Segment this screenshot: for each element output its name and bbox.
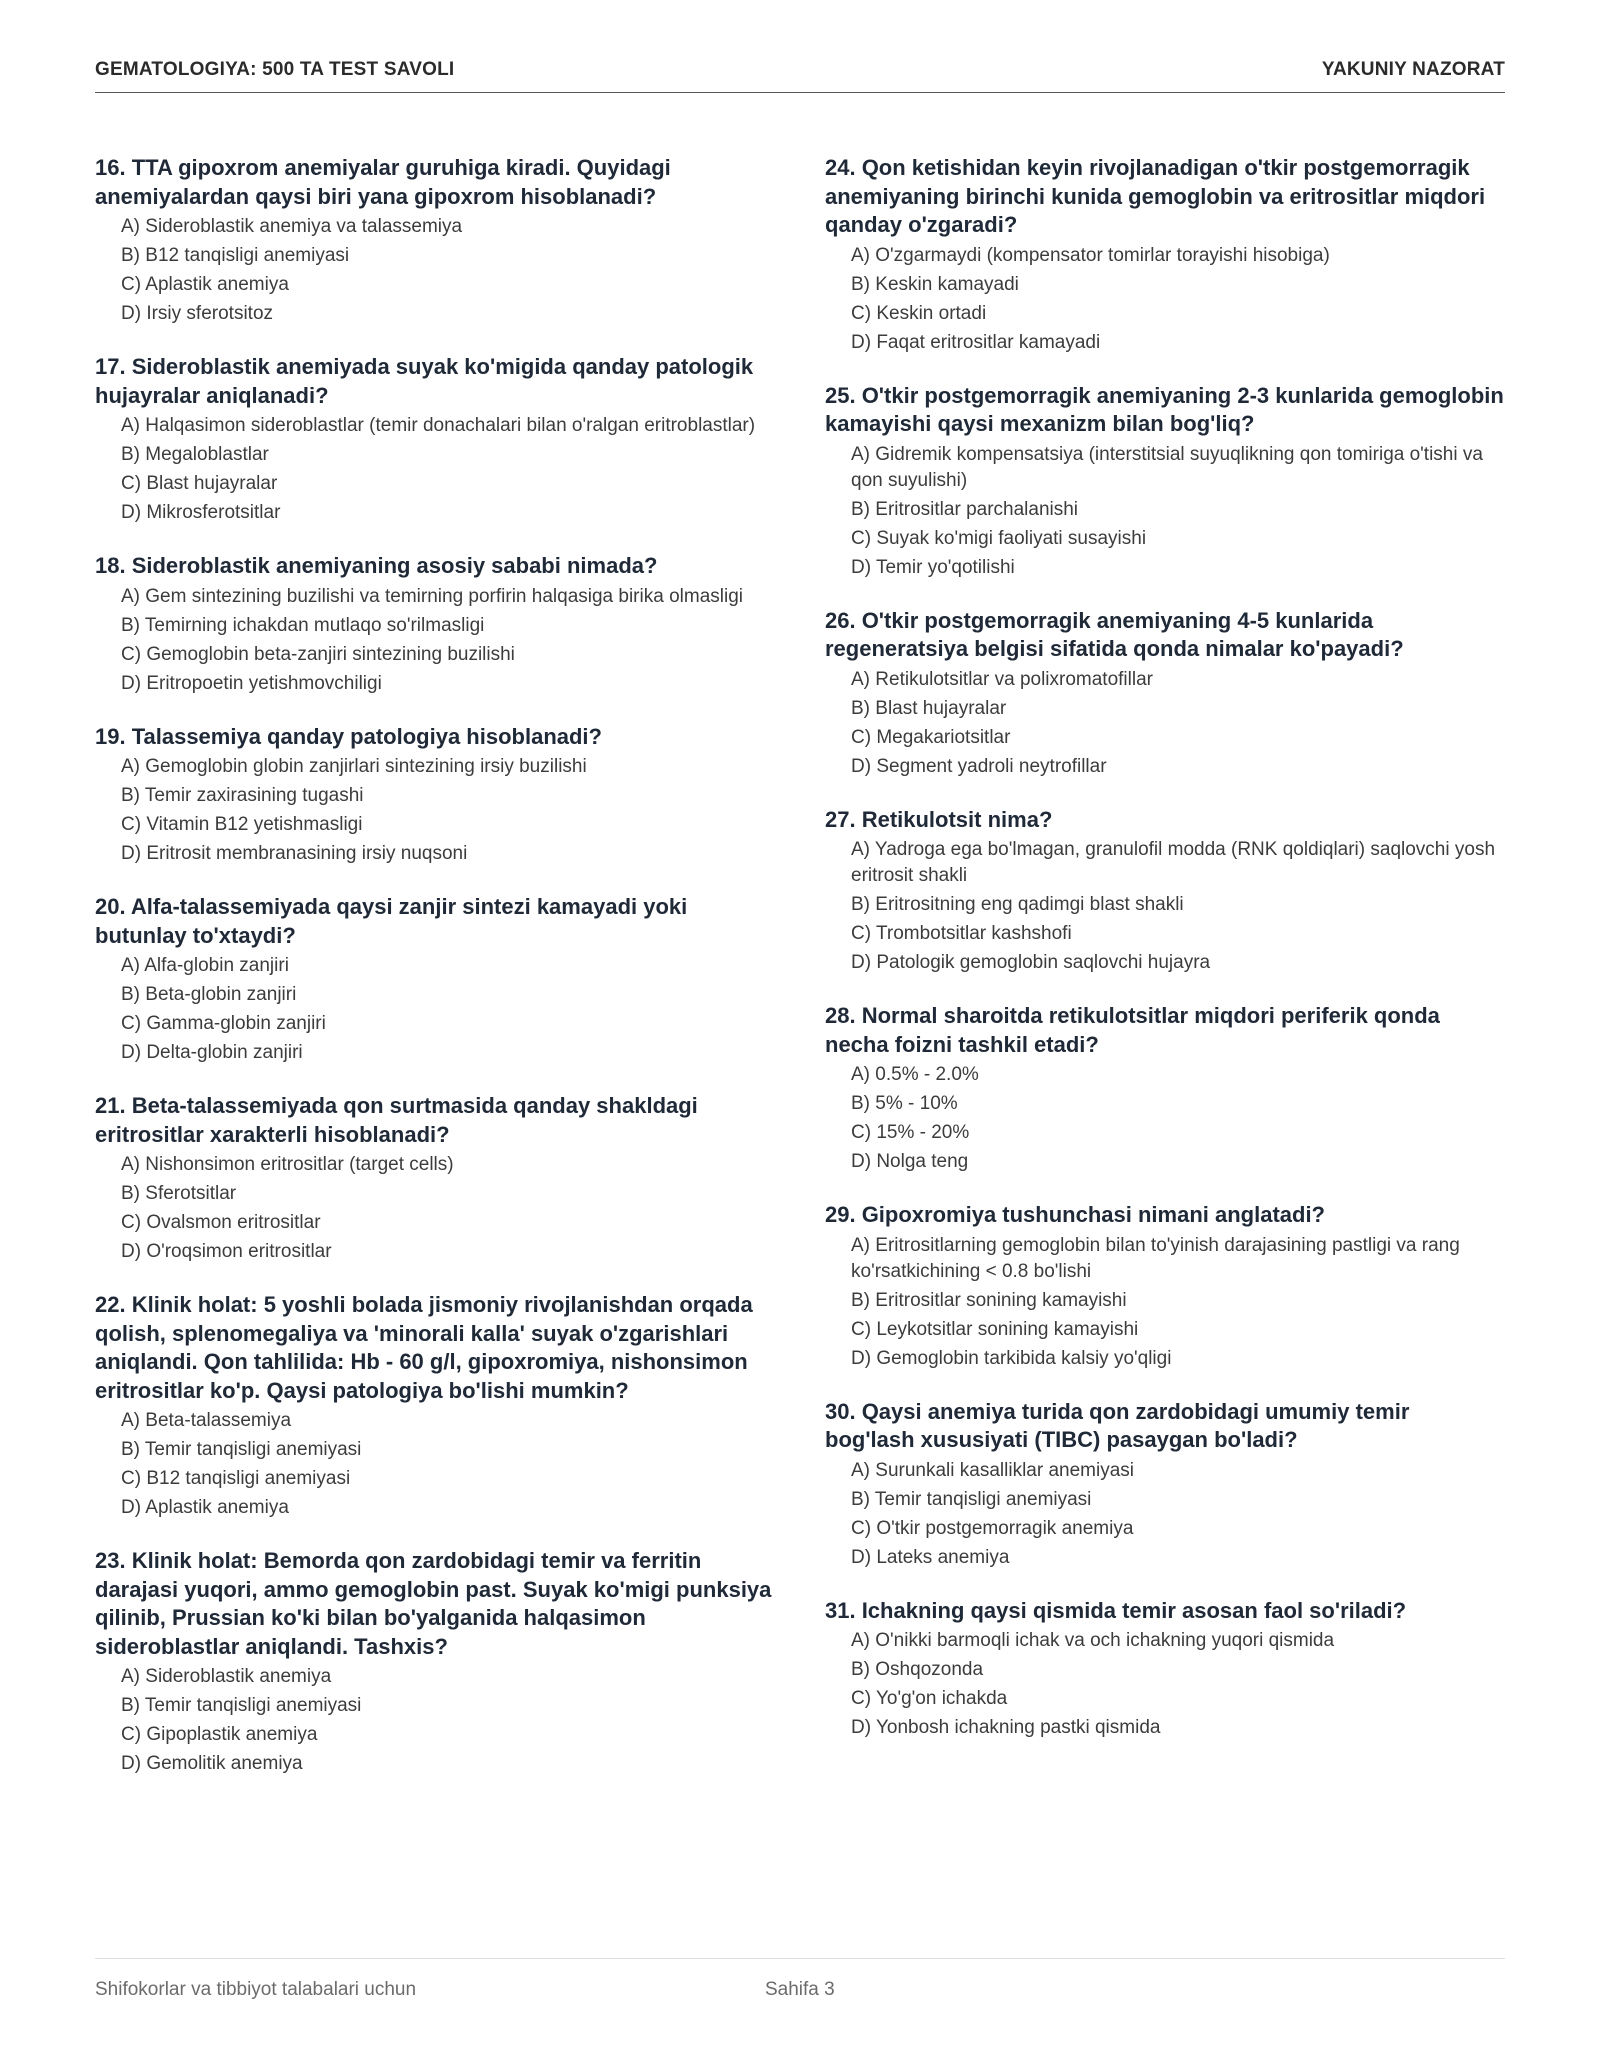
- answer-option: B) Beta-globin zanjiri: [121, 984, 297, 1005]
- question-text: 27. Retikulotsit nima?: [825, 806, 1053, 832]
- answer-option: B) Eritrositlar sonining kamayishi: [851, 1289, 1127, 1311]
- answer-options: [95, 584, 775, 697]
- answer-option: C) Keskin ortadi: [851, 302, 987, 324]
- answer-option: A) Surunkali kasalliklar anemiyasi: [851, 1459, 1134, 1481]
- answer-option: A) Sideroblastik anemiya: [121, 1666, 332, 1687]
- question-block: [825, 1597, 1505, 1742]
- answer-options: [825, 1062, 1505, 1175]
- answer-option: D) Irsiy sferotsitoz: [121, 303, 274, 324]
- answer-options: [825, 1233, 1505, 1372]
- answer-option: C) Yo'g'on ichakda: [851, 1688, 1008, 1709]
- question-block: [95, 552, 775, 697]
- answer-option: A) O'nikki barmoqli ichak va och ichakning yuqori qismida: [851, 1630, 1335, 1651]
- right-column: [825, 154, 1505, 1803]
- answer-option: C) Gemoglobin beta-zanjiri sintezining buzilishi: [121, 643, 515, 665]
- answer-option: A) Sideroblastik anemiya va talassemiya: [121, 216, 463, 237]
- answer-option: D) Lateks anemiya: [851, 1546, 1010, 1568]
- answer-option: A) Eritrositlarning gemoglobin bilan to'yinish darajasining pastligi va rang ko'rsatkichining < 0.8 bo'lishi: [851, 1234, 1460, 1282]
- question-block: [95, 1092, 775, 1265]
- answer-option: D) O'roqsimon eritrositlar: [121, 1241, 332, 1262]
- answer-option: A) Beta-talassemiya: [121, 1410, 292, 1431]
- question-text: 26. O'tkir postgemorragik anemiyaning 4-5 kunlarida regeneratsiya belgisi sifatida qonda nimalar ko'payadi?: [825, 607, 1404, 661]
- question-text: 28. Normal sharoitda retikulotsitlar miqdori periferik qonda necha foizni tashkil etadi?: [825, 1003, 1440, 1057]
- question-block: [95, 353, 775, 526]
- answer-option: C) Vitamin B12 yetishmasligi: [121, 814, 363, 835]
- question-text: 21. Beta-talassemiyada qon surtmasida qanday shakldagi eritrositlar xarakterli hisoblanadi?: [95, 1093, 698, 1147]
- answer-option: B) Megaloblastlar: [121, 444, 269, 465]
- answer-option: C) Blast hujayralar: [121, 473, 278, 494]
- answer-option: A) Gem sintezining buzilishi va temirning porfirin halqasiga birika olmasligi: [121, 585, 743, 607]
- question-text: 17. Sideroblastik anemiyada suyak ko'migida qanday patologik hujayralar aniqlanadi?: [95, 354, 754, 408]
- answer-options: [95, 1664, 775, 1777]
- header-title: GEMATOLOGIYA: 500 TA TEST SAVOLI: [95, 59, 455, 80]
- answer-option: D) Eritropoetin yetishmovchiligi: [121, 672, 382, 694]
- answer-options: [95, 1408, 775, 1521]
- answer-option: D) Temir yo'qotilishi: [851, 556, 1015, 578]
- question-block: [95, 893, 775, 1066]
- footer-audience: Shifokorlar va tibbiyot talabalari uchun: [95, 1979, 417, 2000]
- header-section: YAKUNIY NAZORAT: [1321, 59, 1505, 80]
- answer-options: [95, 1152, 775, 1265]
- answer-option: D) Yonbosh ichakning pastki qismida: [851, 1717, 1161, 1738]
- answer-option: D) Eritrosit membranasining irsiy nuqsoni: [121, 843, 468, 864]
- answer-option: A) Gemoglobin globin zanjirlari sintezining irsiy buzilishi: [121, 756, 587, 777]
- question-text: 29. Gipoxromiya tushunchasi nimani anglatadi?: [825, 1202, 1325, 1227]
- answer-options: [95, 754, 775, 867]
- question-text: 25. O'tkir postgemorragik anemiyaning 2-3 kunlarida gemoglobin kamayishi qaysi mexanizm bilan bog'liq?: [825, 382, 1504, 436]
- question-block: [825, 154, 1505, 356]
- answer-option: C) 15% - 20%: [851, 1122, 970, 1143]
- answer-option: C) Ovalsmon eritrositlar: [121, 1212, 321, 1233]
- answer-option: A) Retikulotsitlar va polixromatofillar: [851, 668, 1153, 690]
- answer-options: [95, 413, 775, 526]
- question-block: [825, 806, 1505, 977]
- answer-option: B) Temirning ichakdan mutlaqo so'rilmasligi: [121, 614, 485, 636]
- answer-option: A) 0.5% - 2.0%: [851, 1064, 979, 1085]
- answer-option: C) Megakariotsitlar: [851, 726, 1011, 748]
- answer-option: B) Sferotsitlar: [121, 1183, 237, 1204]
- answer-option: D) Aplastik anemiya: [121, 1497, 289, 1518]
- answer-option: C) B12 tanqisligi anemiyasi: [121, 1468, 351, 1489]
- question-text: 23. Klinik holat: Bemorda qon zardobidagi temir va ferritin darajasi yuqori, ammo gemoglobin past. Suyak ko'migi punksiya qilinib, Prussian ko'ki bilan bo'yalganida halqasimon sideroblastlar aniqlandi. Tashxis?: [95, 1548, 772, 1659]
- answer-option: B) Eritrositlar parchalanishi: [851, 498, 1079, 520]
- answer-options: [825, 1628, 1505, 1741]
- answer-options: [95, 214, 775, 327]
- answer-option: D) Delta-globin zanjiri: [121, 1042, 303, 1063]
- answer-option: D) Gemolitik anemiya: [121, 1753, 303, 1774]
- question-block: [825, 1201, 1505, 1372]
- answer-option: B) 5% - 10%: [851, 1093, 958, 1114]
- question-block: [825, 382, 1505, 581]
- answer-option: C) Trombotsitlar kashshofi: [851, 923, 1072, 944]
- answer-option: C) Gipoplastik anemiya: [121, 1724, 318, 1745]
- question-text: 19. Talassemiya qanday patologiya hisoblanadi?: [95, 723, 602, 749]
- answer-option: B) Blast hujayralar: [851, 697, 1007, 719]
- answer-option: C) Aplastik anemiya: [121, 274, 289, 295]
- answer-option: B) Oshqozonda: [851, 1659, 984, 1680]
- answer-options: [825, 243, 1505, 356]
- page-footer: [95, 1958, 1505, 2000]
- answer-options: [825, 1458, 1505, 1571]
- question-block: [95, 1547, 775, 1777]
- answer-option: C) Suyak ko'migi faoliyati susayishi: [851, 527, 1147, 549]
- answer-option: D) Mikrosferotsitlar: [121, 502, 281, 523]
- answer-option: A) Nishonsimon eritrositlar (target cells): [121, 1154, 454, 1175]
- question-text: 18. Sideroblastik anemiyaning asosiy sababi nimada?: [95, 553, 658, 578]
- answer-option: C) Leykotsitlar sonining kamayishi: [851, 1318, 1139, 1340]
- answer-option: D) Patologik gemoglobin saqlovchi hujayra: [851, 952, 1211, 973]
- question-block: [95, 1291, 775, 1521]
- question-text: 30. Qaysi anemiya turida qon zardobidagi umumiy temir bog'lash xususiyati (TIBC) pasaygan bo'ladi?: [825, 1398, 1410, 1452]
- answer-option: D) Segment yadroli neytrofillar: [851, 755, 1107, 777]
- page-number: Sahifa 3: [765, 1979, 835, 2000]
- answer-option: A) Gidremik kompensatsiya (interstitsial suyuqlikning qon tomiriga o'tishi va qon suyulishi): [851, 443, 1483, 491]
- answer-option: D) Gemoglobin tarkibida kalsiy yo'qligi: [851, 1347, 1172, 1369]
- answer-options: [825, 442, 1505, 581]
- answer-option: A) Halqasimon sideroblastlar (temir donachalari bilan o'ralgan eritroblastlar): [121, 415, 756, 436]
- answer-option: B) Temir zaxirasining tugashi: [121, 785, 364, 806]
- question-block: [825, 1002, 1505, 1175]
- answer-option: C) O'tkir postgemorragik anemiya: [851, 1517, 1134, 1539]
- answer-options: [95, 953, 775, 1066]
- answer-option: A) Alfa-globin zanjiri: [121, 955, 289, 976]
- answer-option: B) Temir tanqisligi anemiyasi: [121, 1695, 362, 1716]
- question-text: 20. Alfa-talassemiyada qaysi zanjir sintezi kamayadi yoki butunlay to'xtaydi?: [95, 894, 688, 948]
- question-text: 24. Qon ketishidan keyin rivojlanadigan o'tkir postgemorragik anemiyaning birinchi kunida gemoglobin va eritrositlar miqdori qanday o'zgaradi?: [825, 155, 1486, 237]
- answer-option: D) Nolga teng: [851, 1151, 969, 1172]
- answer-options: [825, 837, 1505, 976]
- answer-option: B) Keskin kamayadi: [851, 273, 1019, 295]
- answer-option: B) Temir tanqisligi anemiyasi: [851, 1488, 1092, 1510]
- question-columns: [95, 154, 1505, 1803]
- question-text: 31. Ichakning qaysi qismida temir asosan faol so'riladi?: [825, 1597, 1407, 1623]
- answer-option: A) O'zgarmaydi (kompensator tomirlar torayishi hisobiga): [851, 244, 1330, 266]
- left-column: [95, 154, 775, 1803]
- answer-option: C) Gamma-globin zanjiri: [121, 1013, 326, 1034]
- answer-options: [825, 667, 1505, 780]
- answer-option: B) B12 tanqisligi anemiyasi: [121, 245, 350, 266]
- question-block: [95, 723, 775, 868]
- answer-option: D) Faqat eritrositlar kamayadi: [851, 331, 1101, 353]
- question-text: 16. TTA gipoxrom anemiyalar guruhiga kiradi. Quyidagi anemiyalardan qaysi biri yana gipoxrom hisoblanadi?: [95, 155, 671, 209]
- answer-option: B) Eritrositning eng qadimgi blast shakli: [851, 894, 1184, 915]
- page-header: [95, 59, 1505, 93]
- answer-option: B) Temir tanqisligi anemiyasi: [121, 1439, 362, 1460]
- question-block: [825, 1398, 1505, 1571]
- question-text: 22. Klinik holat: 5 yoshli bolada jismoniy rivojlanishdan orqada qolish, splenomegaliya va 'minorali kalla' suyak o'zgarishlari aniqlandi. Qon tahlilida: Hb - 60 g/l, gipoxromiya, nishonsimon eritrositlar ko'p. Qaysi patologiya bo'lishi mumkin?: [95, 1292, 753, 1403]
- answer-option: A) Yadroga ega bo'lmagan, granulofil modda (RNK qoldiqlari) saqlovchi yosh eritrosit shakli: [851, 839, 1496, 886]
- question-block: [95, 154, 775, 327]
- question-block: [825, 607, 1505, 780]
